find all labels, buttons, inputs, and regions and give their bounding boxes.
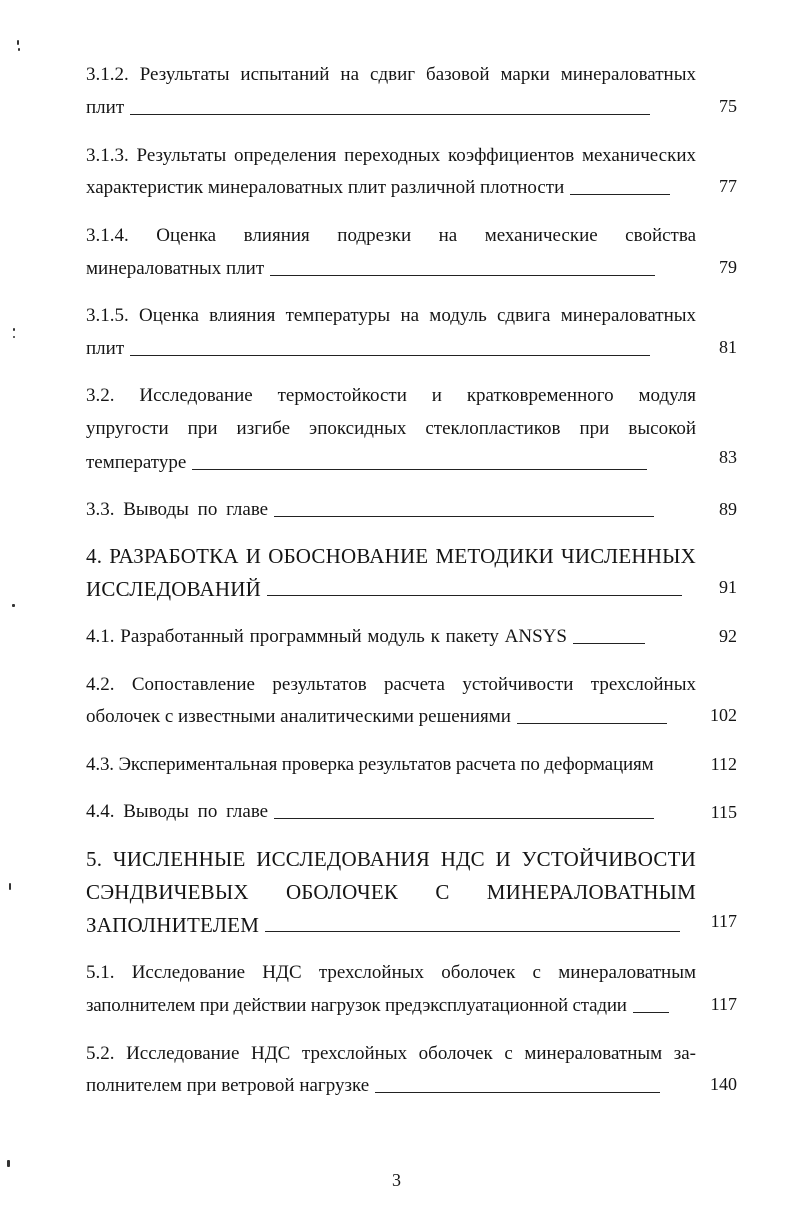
toc-entry-3-1-2-line-1: 3.1.2. Результаты испытаний на сдвиг базовой марки минераловатных [86,64,696,85]
toc-entry-3-1-4-line-1: 3.1.4. Оценка влияния подрезки на механические свойства [86,225,696,246]
toc-entry-text: оболочек с известными аналитическими решениями [86,706,511,727]
toc-page-number: 75 [719,96,737,116]
toc-entry-text: плит [86,97,125,118]
dotted-leader [274,817,654,819]
toc-entry-3-2-line-3 [86,452,696,474]
toc-entry-4-2-line-2 [86,706,696,728]
scan-speck [13,336,15,338]
toc-entry-3-1-3-line-2 [86,177,696,199]
scan-speck [9,883,11,890]
toc-entry-5-line-2: СЭНДВИЧЕВЫХ ОБОЛОЧЕК С МИНЕРАЛОВАТНЫМ [86,880,696,904]
toc-page-number: 117 [710,994,737,1014]
toc-entry-4-2-line-1: 4.2. Сопоставление результатов расчета устойчивости трехслойных [86,674,696,695]
toc-entry-5-2-line-1: 5.2. Исследование НДС трехслойных оболочек с минераловатным за- [86,1043,696,1064]
toc-entry-text: характеристик минераловатных плит различной плотности [86,177,565,198]
toc-page-number: 140 [710,1074,737,1094]
toc-entry-3-1-3-line-1: 3.1.3. Результаты определения переходных коэффициентов механических [86,145,696,166]
dotted-leader [265,930,680,932]
scan-speck [13,328,15,331]
toc-entry-3-2-line-2: упругости при изгибе эпоксидных стеклопластиков при высокой [86,418,696,439]
toc-entry-text: минераловатных плит [86,258,265,279]
toc-page-number: 79 [719,257,737,277]
dotted-leader [267,594,682,596]
dotted-leader [633,1011,669,1013]
toc-entry-4-line-1: 4. РАЗРАБОТКА И ОБОСНОВАНИЕ МЕТОДИКИ ЧИСЛЕННЫХ [86,544,696,568]
toc-page-number: 77 [719,176,737,196]
dotted-leader [573,642,645,644]
toc-entry-4-line-2 [86,578,696,600]
toc-entry-5-line-1: 5. ЧИСЛЕННЫЕ ИССЛЕДОВАНИЯ НДС И УСТОЙЧИВОСТИ [86,847,696,871]
toc-entry-text: полнителем при ветровой нагрузке [86,1075,370,1096]
toc-entry-3-1-5-line-2 [86,338,696,360]
dotted-leader [130,113,650,115]
dotted-leader [274,515,654,517]
page-footer-number: 3 [392,1170,401,1190]
toc-page-number: 112 [710,754,737,774]
toc-entry-5-1-line-1: 5.1. Исследование НДС трехслойных оболочек с минераловатным [86,962,696,983]
toc-page-number: 92 [719,626,737,646]
toc-entry-text: плит [86,338,125,359]
scan-speck [7,1160,10,1167]
toc-entry-3-2-line-1: 3.2. Исследование термостойкости и кратковременного модуля [86,385,696,406]
toc-page-number: 91 [719,577,737,597]
toc-entry-5-1-line-2 [86,995,696,1017]
toc-page-number: 89 [719,499,737,519]
dotted-leader [192,468,647,470]
toc-entry-3-1-2-line-2 [86,97,696,119]
toc-entry-3-3 [86,499,696,521]
scan-speck [18,48,20,51]
toc-entry-text: 4.1. Разработанный программный модуль к пакету ANSYS [86,626,567,647]
toc-entry-4-4 [86,801,696,823]
toc-entry-4-3: 4.3. Экспериментальная проверка результатов расчета по деформациям [86,754,654,775]
dotted-leader [570,193,670,195]
toc-entry-text: заполнителем при действии нагрузок предэксплуатационной стадии [86,995,627,1016]
toc-page-number: 81 [719,337,737,357]
dotted-leader [130,354,650,356]
dotted-leader [270,274,655,276]
toc-entry-text: температуре [86,452,187,473]
scan-speck [17,40,19,45]
toc-entry-text: ИССЛЕДОВАНИЙ [86,577,261,601]
toc-page-number: 115 [710,802,737,822]
toc-entry-3-1-5-line-1: 3.1.5. Оценка влияния температуры на модуль сдвига минераловатных [86,305,696,326]
toc-entry-3-1-4-line-2 [86,258,696,280]
scan-speck [12,604,15,607]
toc-entry-5-2-line-2 [86,1075,696,1097]
dotted-leader [375,1091,660,1093]
toc-entry-text: ЗАПОЛНИТЕЛЕМ [86,913,260,937]
toc-page-number: 102 [710,705,737,725]
toc-page-number: 117 [710,911,737,931]
toc-entry-5-line-3 [86,914,696,936]
toc-page-number: 83 [719,447,737,467]
dotted-leader [517,722,667,724]
toc-entry-text: 4.4. Выводы по главе [86,801,269,822]
toc-entry-4-1 [86,626,696,648]
toc-entry-text: 3.3. Выводы по главе [86,499,269,520]
